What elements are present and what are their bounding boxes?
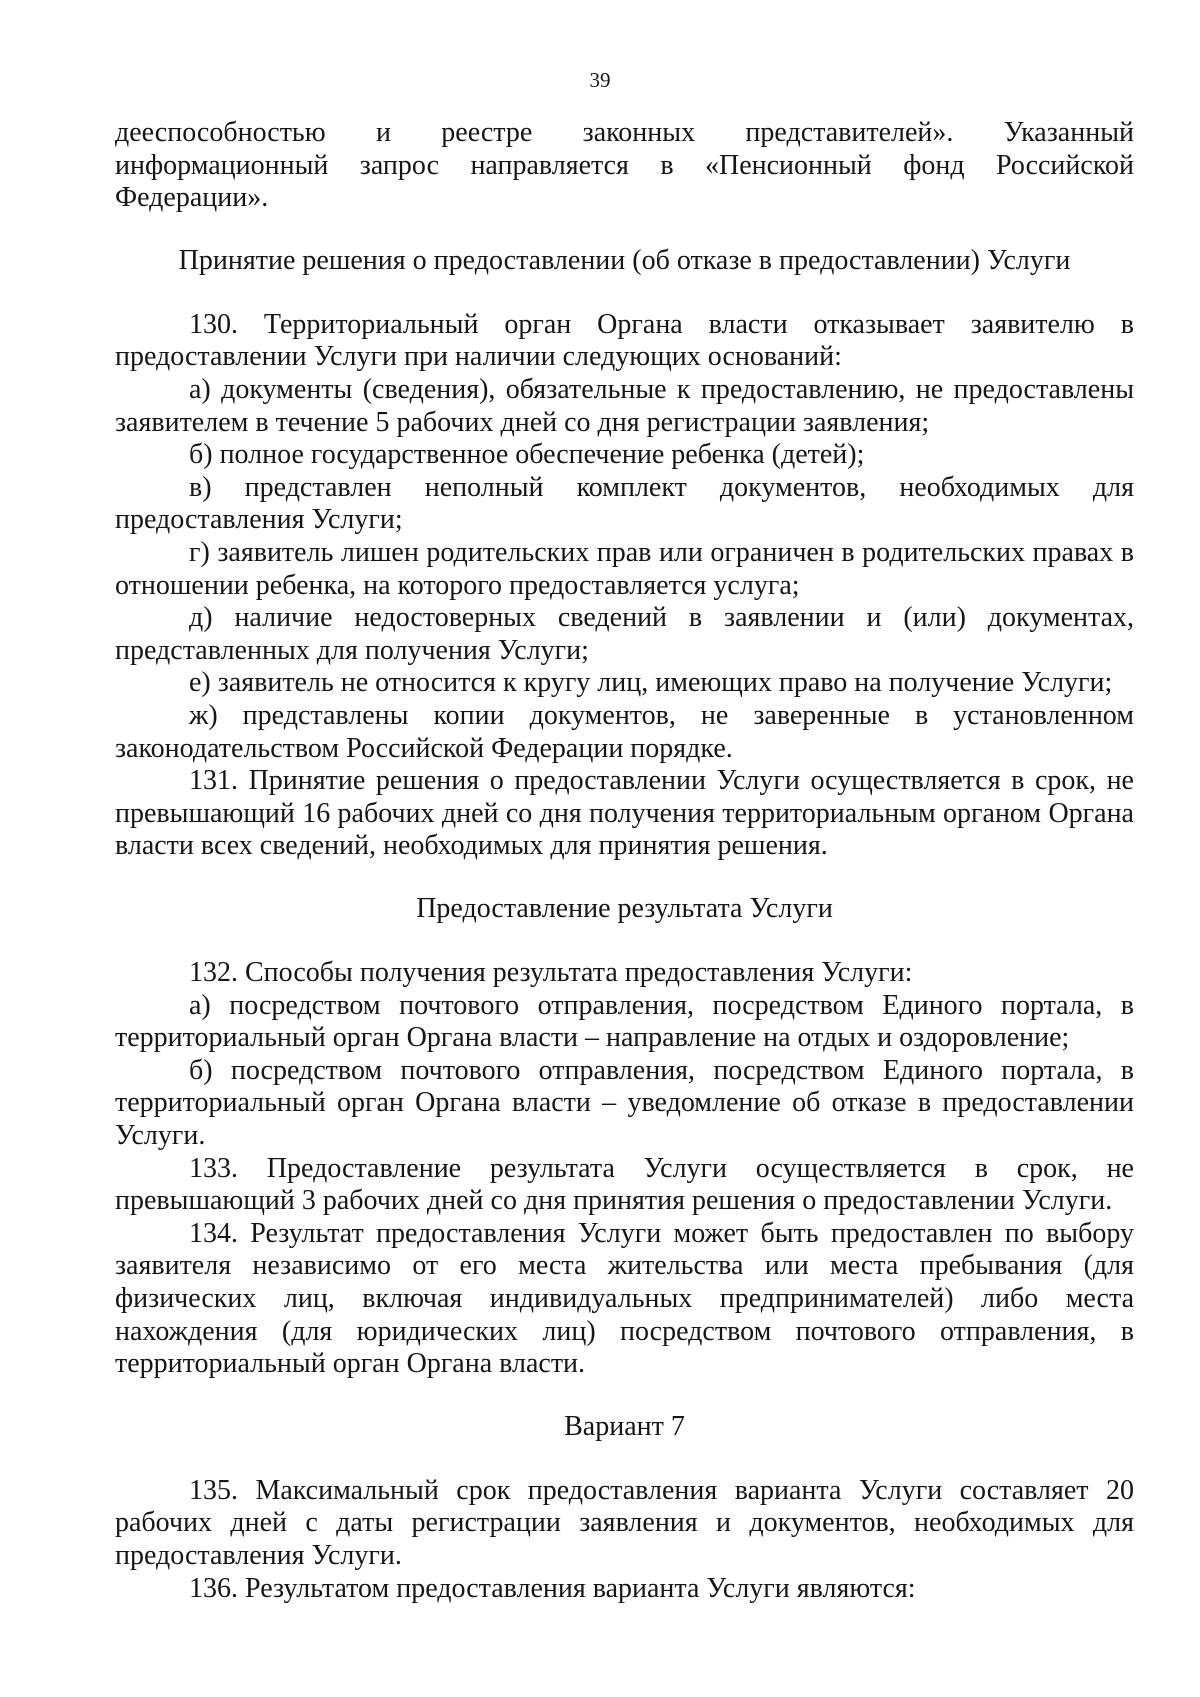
- section-heading-decision: Принятие решения о предоставлении (об отказе в предоставлении) Услуги: [178, 245, 1071, 277]
- paragraph-132: 132. Способы получения результата предоставления Услуги:: [189, 957, 913, 989]
- paragraph-130-f: е) заявитель не относится к кругу лиц, имеющих право на получение Услуги;: [189, 667, 1113, 699]
- paragraph-133: 133. Предоставление результата Услуги осуществляется в срок, не превышающий 3 рабочих дней со дня принятия решения о предоставлении Услуги.: [115, 1152, 1134, 1217]
- paragraph-132-b: б) посредством почтового отправления, посредством Единого портала, в территориальный орган Органа власти – уведомление об отказе в предоставлении Услуги.: [115, 1054, 1134, 1152]
- paragraph-130-e: д) наличие недостоверных сведений в заявлении и (или) документах, представленных для получения Услуги;: [115, 602, 1134, 666]
- paragraph-135: 135. Максимальный срок предоставления варианта Услуги составляет 20 рабочих дней с даты регистрации заявления и документов, необходимых для предоставления Услуги.: [115, 1474, 1134, 1572]
- paragraph-130-c: в) представлен неполный комплект документов, необходимых для предоставления Услуги;: [115, 471, 1134, 536]
- paragraph-134: 134. Результат предоставления Услуги может быть предоставлен по выбору заявителя независимо от его места жительства или места пребывания (для физических лиц, включая индивидуальных предпринимателей) либо места нахождения (для юридических лиц) посредством почтового отправления, в территориальный орган Органа власти.: [115, 1217, 1134, 1380]
- paragraph-130-g: ж) представлены копии документов, не заверенные в установленном законодательством Российской Федерации порядке.: [115, 700, 1134, 764]
- section-heading-variant-7: Вариант 7: [564, 1411, 685, 1443]
- paragraph-continuation: дееспособностью и реестре законных представителей». Указанный информационный запрос направляется в «Пенсионный фонд Российской Федерации».: [115, 117, 1134, 214]
- paragraph-131: 131. Принятие решения о предоставлении Услуги осуществляется в срок, не превышающий 16 рабочих дней со дня получения территориальным органом Органа власти всех сведений, необходимых для принятия решения.: [115, 765, 1134, 862]
- paragraph-130: 130. Территориальный орган Органа власти отказывает заявителю в предоставлении Услуги при наличии следующих оснований:: [115, 308, 1134, 373]
- paragraph-136: 136. Результатом предоставления варианта Услуги являются:: [189, 1572, 916, 1604]
- paragraph-130-a: а) документы (сведения), обязательные к предоставлению, не предоставлены заявителем в течение 5 рабочих дней со дня регистрации заявления;: [115, 374, 1134, 438]
- section-heading-result: Предоставление результата Услуги: [416, 893, 833, 925]
- paragraph-130-d: г) заявитель лишен родительских прав или ограничен в родительских правах в отношении ребенка, на которого предоставляется услуга;: [115, 537, 1134, 601]
- paragraph-132-a: а) посредством почтового отправления, посредством Единого портала, в территориальный орган Органа власти – направление на отдых и оздоровление;: [115, 989, 1134, 1054]
- paragraph-130-b: б) полное государственное обеспечение ребенка (детей);: [189, 439, 865, 471]
- page-number: 39: [589, 68, 611, 92]
- document-body: [115, 0, 1134, 1605]
